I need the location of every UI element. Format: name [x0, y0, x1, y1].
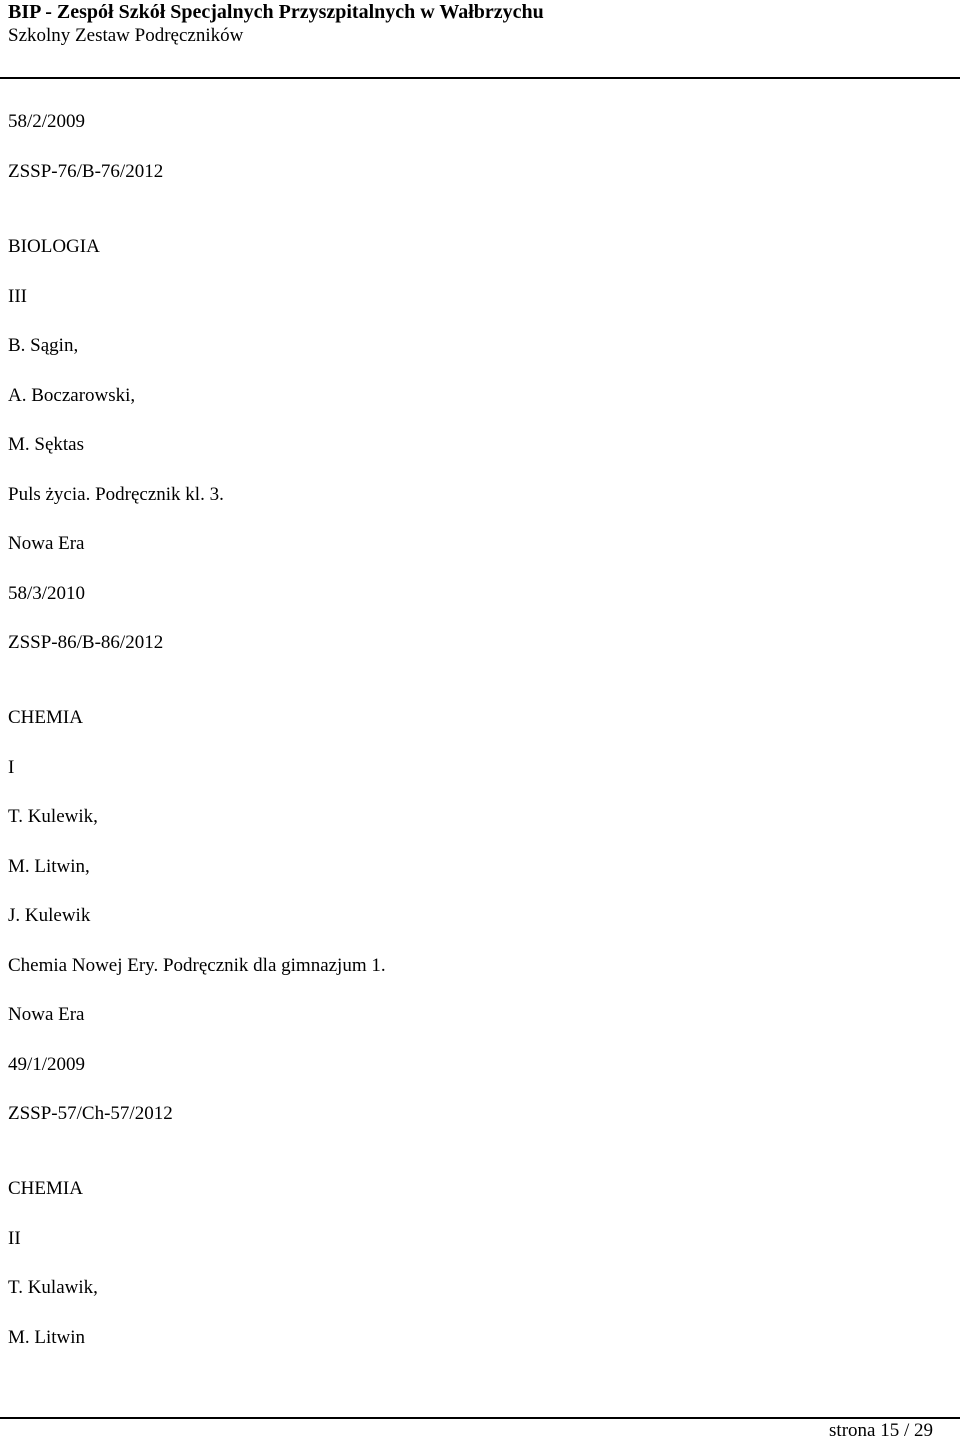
subject-name: CHEMIA [8, 1178, 83, 1199]
author-name: T. Kulewik, [8, 806, 98, 827]
publisher-name: Nowa Era [8, 1004, 85, 1025]
textbook-title: Chemia Nowej Ery. Podręcznik dla gimnazjum 1. [8, 955, 386, 976]
header-title: BIP - Zespół Szkół Specjalnych Przyszpitalnych w Wałbrzychu [8, 1, 544, 23]
page-number: strona 15 / 29 [829, 1420, 933, 1441]
class-level: I [8, 757, 15, 778]
school-registry-number: ZSSP-57/Ch-57/2012 [8, 1103, 173, 1124]
subject-name: CHEMIA [8, 707, 83, 728]
textbook-approval-number: 49/1/2009 [8, 1054, 86, 1075]
textbook-approval-number: 58/3/2010 [8, 583, 86, 604]
school-registry-number: ZSSP-86/B-86/2012 [8, 632, 164, 653]
author-name: T. Kulawik, [8, 1277, 98, 1298]
footer-divider [0, 1417, 960, 1419]
author-name: M. Litwin, [8, 856, 90, 877]
author-name: M. Litwin [8, 1327, 86, 1348]
textbook-approval-number: 58/2/2009 [8, 111, 86, 132]
header-divider [0, 77, 960, 79]
author-name: B. Sągin, [8, 335, 79, 356]
publisher-name: Nowa Era [8, 533, 85, 554]
author-name: A. Boczarowski, [8, 385, 136, 406]
textbook-title: Puls życia. Podręcznik kl. 3. [8, 484, 224, 505]
author-name: M. Sęktas [8, 434, 84, 455]
header-subtitle: Szkolny Zestaw Podręczników [8, 25, 244, 46]
class-level: III [8, 286, 27, 307]
subject-name: BIOLOGIA [8, 236, 100, 257]
class-level: II [8, 1228, 21, 1249]
school-registry-number: ZSSP-76/B-76/2012 [8, 161, 164, 182]
author-name: J. Kulewik [8, 905, 91, 926]
